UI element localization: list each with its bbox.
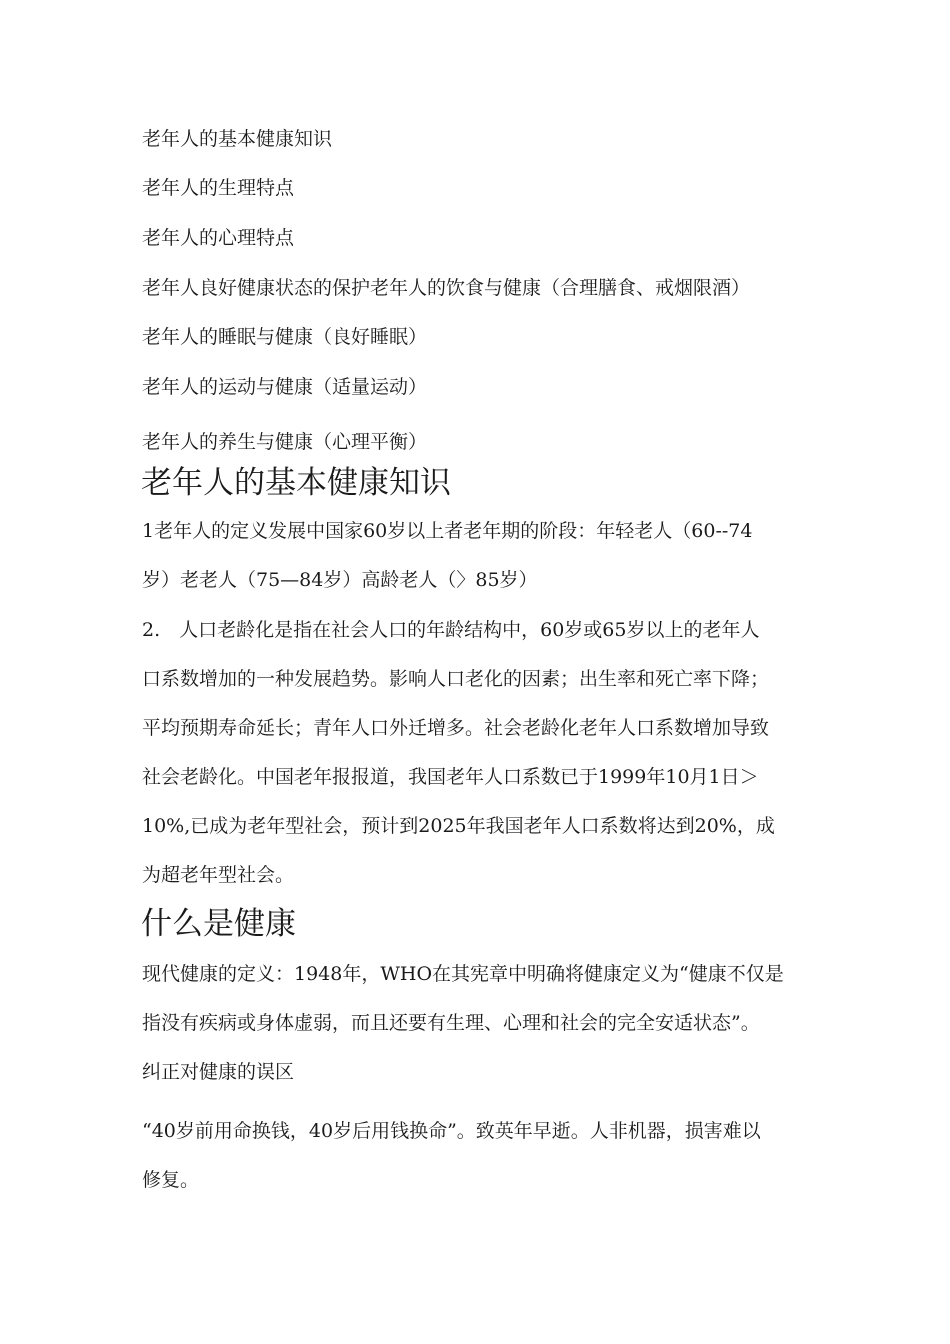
paragraph-line: 修复。: [142, 1169, 200, 1191]
toc-line-6: 老年人的运动与健康（适量运动）: [142, 376, 428, 398]
paragraph-line: 平均预期寿命延长；青年人口外迁增多。社会老龄化老年人口系数增加导致: [142, 717, 770, 739]
paragraph-line: 1老年人的定义发展中国家60岁以上者老年期的阶段：年轻老人（60--74: [142, 520, 753, 542]
toc-line-4: 老年人良好健康状态的保护老年人的饮食与健康（合理膳食、戒烟限酒）: [142, 277, 751, 299]
toc-line-3: 老年人的心理特点: [142, 227, 295, 249]
paragraph-health-misconception: [142, 1107, 814, 1205]
paragraph-line: 为超老年型社会。: [142, 864, 295, 886]
toc-line-1: 老年人的基本健康知识: [142, 128, 333, 150]
paragraph-line: 岁）老老人（75—84岁）高龄老人（〉85岁）: [142, 569, 538, 591]
paragraph-line: 纠正对健康的误区: [142, 1061, 295, 1083]
toc-line-5: 老年人的睡眠与健康（良好睡眠）: [142, 326, 428, 348]
section-heading-what-is-health: 什么是健康: [141, 906, 296, 942]
toc-line-2: 老年人的生理特点: [142, 177, 295, 199]
paragraph-population-aging: [142, 606, 814, 900]
paragraph-line: 口系数增加的一种发展趋势。影响人口老化的因素；出生率和死亡率下降；: [142, 668, 770, 690]
paragraph-line: 社会老龄化。中国老年报报道，我国老年人口系数已于1999年10月1日＞: [142, 766, 759, 788]
section-heading-basic-health: 老年人的基本健康知识: [141, 465, 451, 501]
paragraph-elderly-definition: [142, 507, 814, 605]
paragraph-health-definition: [142, 950, 814, 1097]
toc-line-7: 老年人的养生与健康（心理平衡）: [142, 431, 428, 453]
paragraph-line: 10%,已成为老年型社会，预计到2025年我国老年人口系数将达到20%，成: [142, 815, 775, 837]
paragraph-line: 现代健康的定义：1948年，WHO在其宪章中明确将健康定义为“健康不仅是: [142, 963, 784, 985]
paragraph-line: “40岁前用命换钱，40岁后用钱换命”。致英年早逝。人非机器，损害难以: [142, 1120, 761, 1142]
paragraph-line: 2. 人口老龄化是指在社会人口的年龄结构中，60岁或65岁以上的老年人: [142, 619, 760, 641]
paragraph-line: 指没有疾病或身体虚弱，而且还要有生理、心理和社会的完全安适状态”。: [142, 1012, 760, 1034]
